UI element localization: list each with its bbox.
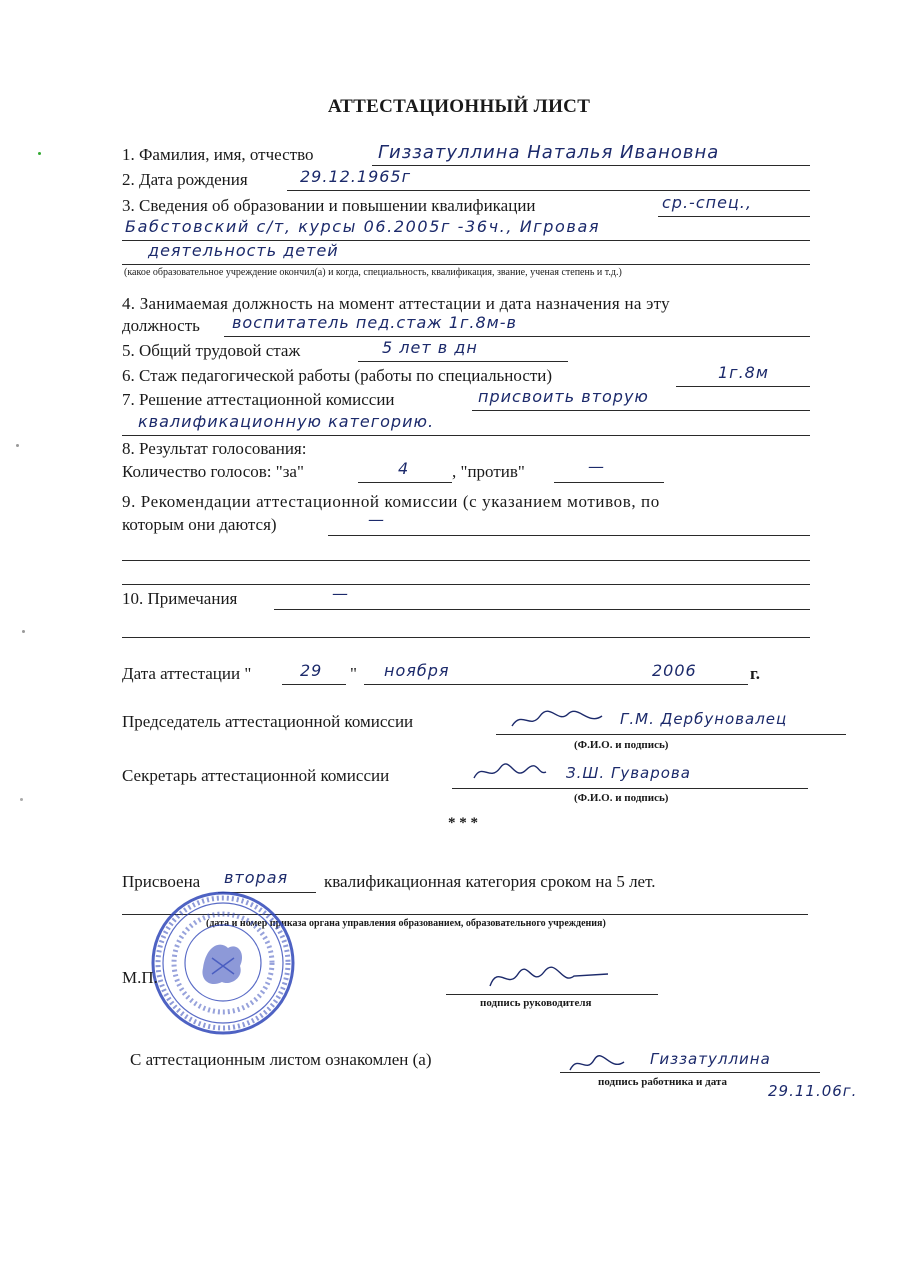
- field-3-line-1: [658, 216, 810, 217]
- secretary-line: [452, 788, 808, 789]
- employee-signature-scribble: [566, 1050, 630, 1078]
- field-3-value-2: Бабстовский с/т, курсы 06.2005г -36ч., Игровая: [125, 217, 601, 236]
- employee-signature: Гиззатуллина: [650, 1050, 771, 1068]
- field-7-label: 7. Решение аттестационной комиссии: [122, 390, 395, 409]
- votes-against-line: [554, 482, 664, 483]
- section-separator: * * *: [448, 815, 478, 831]
- attestation-day-close-quote: ": [350, 664, 357, 683]
- chairman-signature: Г.М. Дербуновалец: [620, 710, 788, 728]
- head-signature-caption: подпись руководителя: [480, 997, 592, 1009]
- field-7-line-2: [122, 435, 810, 436]
- assigned-suffix: квалификационная категория сроком на 5 лет.: [324, 872, 656, 891]
- scan-speck: [38, 152, 41, 155]
- attestation-month: ноября: [384, 661, 450, 680]
- familiarized-label: С аттестационным листом ознакомлен (а): [130, 1050, 432, 1069]
- assigned-prefix: Присвоена: [122, 872, 201, 891]
- field-8-label: 8. Результат голосования:: [122, 439, 307, 458]
- field-9-line-1: [328, 535, 810, 536]
- votes-for-label: Количество голосов: "за": [122, 462, 304, 481]
- employee-signature-line: [560, 1072, 820, 1073]
- field-7-value-2: квалификационную категорию.: [138, 412, 435, 431]
- field-1-value: Гиззатуллина Наталья Ивановна: [378, 142, 720, 163]
- scan-speck: [22, 630, 25, 633]
- assigned-caption: (дата и номер приказа органа управления образованием, образовательного учреждения): [206, 918, 606, 929]
- attestation-day: 29: [300, 661, 323, 680]
- field-1-line: [372, 165, 810, 166]
- field-9-label-line-2: которым они даются): [122, 515, 277, 534]
- field-10-line-1: [274, 609, 810, 610]
- field-10-value: —: [332, 584, 349, 603]
- votes-for-value: 4: [398, 459, 410, 478]
- field-6-value: 1г.8м: [718, 363, 769, 382]
- field-4-label-line-2: должность: [122, 316, 200, 335]
- votes-against-label: , "против": [452, 462, 525, 481]
- document-title: АТТЕСТАЦИОННЫЙ ЛИСТ: [327, 96, 591, 117]
- field-9-value: —: [368, 510, 385, 529]
- votes-against-value: —: [588, 457, 605, 476]
- field-6-label: 6. Стаж педагогической работы (работы по специальности): [122, 366, 553, 385]
- field-9-label-line-1: 9. Рекомендации аттестационной комиссии (с указанием мотивов, по: [122, 492, 660, 511]
- stamp-place-mark: М.П.: [122, 968, 158, 987]
- field-4-label-line-1: 4. Занимаемая должность на момент аттестации и дата назначения на эту: [122, 294, 670, 313]
- field-2-value: 29.12.1965г: [300, 167, 412, 186]
- field-3-value-3: деятельность детей: [148, 241, 339, 260]
- field-5-line: [358, 361, 568, 362]
- secretary-signature: З.Ш. Гуварова: [566, 764, 691, 782]
- field-6-line: [676, 386, 810, 387]
- scan-speck: [16, 444, 19, 447]
- secretary-signature-scribble: [470, 758, 550, 788]
- attestation-month-year-line: [364, 684, 748, 685]
- official-stamp: [148, 888, 298, 1038]
- secretary-caption: (Ф.И.О. и подпись): [574, 792, 669, 804]
- field-2-line: [287, 190, 810, 191]
- field-3-caption: (какое образовательное учреждение окончил(а) и когда, специальность, квалификация, звание, ученая степень и т.д.): [124, 267, 622, 278]
- scan-speck: [20, 798, 23, 801]
- field-4-line: [224, 336, 810, 337]
- secretary-label: Секретарь аттестационной комиссии: [122, 766, 390, 785]
- head-signature-line: [446, 994, 658, 995]
- attestation-year-suffix: г.: [750, 664, 761, 683]
- votes-for-line: [358, 482, 452, 483]
- field-7-value-1: присвоить вторую: [478, 387, 649, 406]
- attestation-year: 2006: [652, 661, 697, 680]
- chairman-label: Председатель аттестационной комиссии: [122, 712, 414, 731]
- field-3-label: 3. Сведения об образовании и повышении квалификации: [122, 196, 536, 215]
- field-10-line-2: [122, 637, 810, 638]
- field-10-label: 10. Примечания: [122, 589, 238, 608]
- field-3-value-1: ср.-спец.,: [662, 193, 752, 212]
- field-5-value: 5 лет в дн: [382, 338, 478, 357]
- head-signature-scribble: [484, 960, 614, 994]
- field-9-line-3: [122, 584, 810, 585]
- chairman-caption: (Ф.И.О. и подпись): [574, 739, 669, 751]
- field-1-label: 1. Фамилия, имя, отчество: [122, 145, 314, 164]
- chairman-line: [496, 734, 846, 735]
- field-3-line-3: [122, 264, 810, 265]
- field-2-label: 2. Дата рождения: [122, 170, 248, 189]
- chairman-signature-scribble: [508, 704, 608, 734]
- field-9-line-2: [122, 560, 810, 561]
- assigned-value: вторая: [224, 868, 289, 887]
- field-7-line-1: [472, 410, 810, 411]
- attestation-day-line: [282, 684, 346, 685]
- familiarized-date: 29.11.06г.: [768, 1082, 858, 1100]
- field-5-label: 5. Общий трудовой стаж: [122, 341, 301, 360]
- field-4-value: воспитатель пед.стаж 1г.8м-в: [232, 313, 517, 332]
- attestation-date-label: Дата аттестации ": [122, 664, 252, 683]
- employee-signature-caption: подпись работника и дата: [598, 1076, 727, 1088]
